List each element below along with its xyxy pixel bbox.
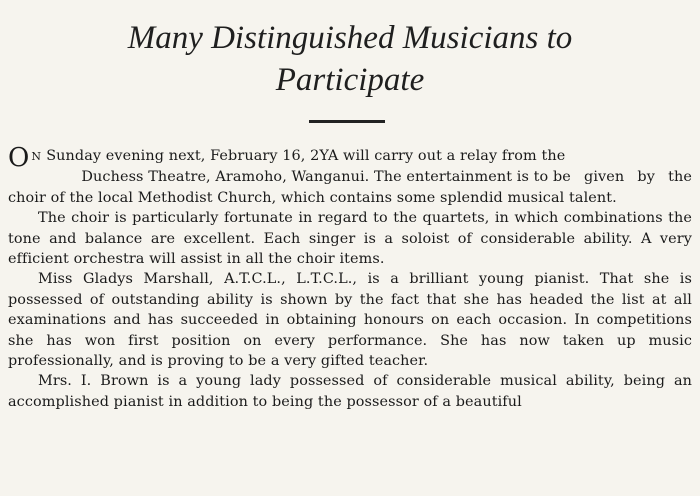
article-paragraph-1	[8, 143, 692, 208]
headline-line-1: Many Distinguished Musicians to	[127, 20, 573, 56]
headline-divider	[309, 120, 385, 123]
drop-cap: O	[8, 143, 30, 173]
article-body	[8, 143, 692, 412]
paragraph-1-rest: given by the choir of the local Methodist Church, which contains some splendid musical talent.	[8, 169, 692, 206]
article-paragraph-4: Mrs. I. Brown is a young lady possessed of considerable musical ability, being an accomplished pianist in addition to being the possessor of a beautiful	[8, 373, 692, 410]
headline-line-2: Participate	[275, 62, 425, 98]
paragraph-1-line-1: Sunday evening next, February 16, 2YA will carry out a relay from the	[41, 148, 566, 164]
small-caps-letter: N	[31, 150, 42, 163]
paragraph-1-line-2: Duchess Theatre, Aramoho, Wanganui. The entertainment is to be	[81, 169, 571, 186]
article-paragraph-2: The choir is particularly fortunate in regard to the quartets, in which combinations the tone and balance are excellent. Each singer is a soloist of considerable ability. A very efficient orchestra will assist in all the choir items.	[8, 210, 692, 268]
article-paragraph-3: Miss Gladys Marshall, A.T.C.L., L.T.C.L., is a brilliant young pianist. That she is possessed of outstanding ability is shown by the fact that she has headed the list at all examinations and has succeeded in obtaining honours on each occasion. In competitions she has won first position on every performance. She has now taken up music professionally, and is proving to be a very gifted teacher.	[8, 271, 692, 370]
